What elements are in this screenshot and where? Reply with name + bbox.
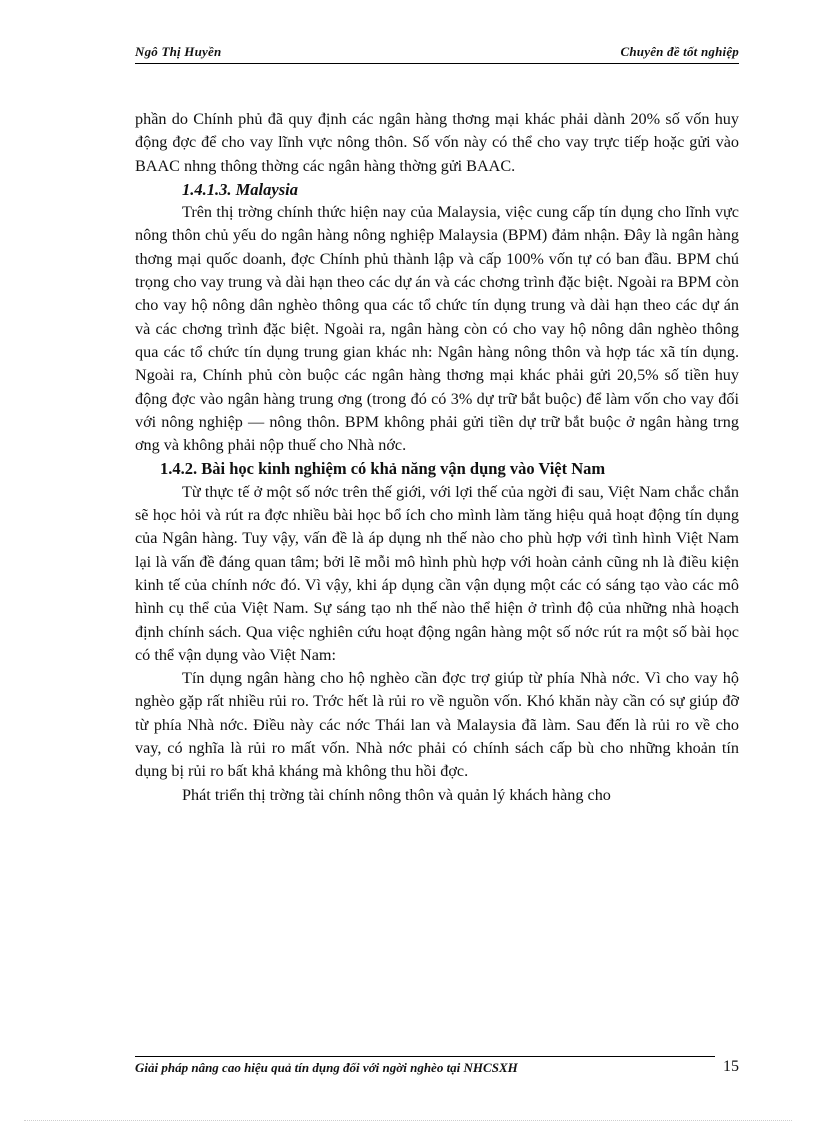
page-header	[135, 44, 739, 66]
header-author: Ngô Thị Huyền	[135, 44, 222, 59]
page-body	[135, 108, 739, 807]
paragraph-lessons-intro: Từ thực tế ở một số nớc trên thế giới, với lợi thế của ngời đi sau, Việt Nam chắc chắn sẽ học hỏi và rút ra đợc nhiều bài học bổ ích cho mình làm tăng hiệu quả hoạt động tín dụng của Ngân hàng. Tuy vậy, vấn đề là áp dụng nh thế nào cho phù hợp với tình hình Việt Nam lại là vấn đề đáng quan tâm; bởi lẽ mỗi mô hình phù hợp với hoàn cảnh cũng nh là điều kiện kinh tế của chính nớc đó. Vì vậy, khi áp dụng cần vận dụng một các có sáng tạo vào các mô hình cụ thể của Việt Nam. Sự sáng tạo nh thế nào thể hiện ở trình độ của những nhà hoạch định chính sách. Qua việc nghiên cứu hoạt động ngân hàng một số nớc rút ra một số bài học có thể vận dụng vào Việt Nam:	[135, 482, 739, 664]
header-title: Chuyên đề tốt nghiệp	[620, 44, 739, 59]
page-number: 15	[723, 1058, 739, 1075]
page-footer	[135, 1056, 739, 1080]
paragraph-state-support: Tín dụng ngân hàng cho hộ nghèo cần đợc trợ giúp từ phía Nhà nớc. Vì cho vay hộ nghèo gặp rất nhiều rủi ro. Trớc hết là rủi ro về nguồn vốn. Khó khăn này cần có sự giúp đỡ từ phía Nhà nớc. Điều này các nớc Thái lan và Malaysia đã làm. Sau đến là rủi ro về cho vay, có nghĩa là rủi ro mất vốn. Nhà nớc phải có chính sách cấp bù cho những khoản tín dụng bị rủi ro bất khả kháng mà không thu hồi đợc.	[135, 669, 739, 781]
section-heading-lessons: 1.4.2. Bài học kinh nghiệm có khả năng vận dụng vào Việt Nam	[160, 459, 606, 479]
paragraph-malaysia: Trên thị trờng chính thức hiện nay của Malaysia, việc cung cấp tín dụng cho lĩnh vực nông thôn chủ yếu do ngân hàng nông nghiệp Malaysia (BPM) đảm nhận. Đây là ngân hàng thơng mại quốc doanh, đợc Chính phủ thành lập và cấp 100% vốn tự có ban đầu. BPM chú trọng cho vay trung và dài hạn theo các dự án và các chơng trình đặc biệt. Ngoài ra BPM còn cho vay hộ nông dân nghèo thông qua các tổ chức tín dụng trung và dài hạn theo các dự án và các chơng trình đặc biệt. Ngoài ra, ngân hàng còn có cho vay hộ nông dân nghèo thông qua các tổ chức tín dụng trung gian khác nh: Ngân hàng nông thôn và hợp tác xã tín dụng. Ngoài ra, Chính phủ còn buộc các ngân hàng thơng mại khác phải gửi 20,5% số tiền huy động đợc vào ngân hàng trung ơng (trong đó có 3% dự trữ bắt buộc) để làm vốn cho vay đối với nông nghiệp — nông thôn. BPM không phải gửi tiền dự trữ bắt buộc ở ngân hàng trng ơng và không phải nộp thuế cho Nhà nớc.	[135, 203, 739, 455]
paragraph-continuation: phần do Chính phủ đã quy định các ngân hàng thơng mại khác phải dành 20% số vốn huy động đợc để cho vay lĩnh vực nông thôn. Số vốn này có thể cho vay trực tiếp hoặc gửi vào BAAC nhng thông thờng các ngân hàng thờng gửi BAAC.	[135, 110, 739, 175]
header-rule	[135, 63, 739, 64]
footer-rule	[135, 1056, 715, 1057]
footer-title: Giải pháp nâng cao hiệu quả tín dụng đối với ngời nghèo tại NHCSXH	[135, 1060, 518, 1075]
paragraph-rural-market: Phát triển thị trờng tài chính nông thôn và quản lý khách hàng cho	[182, 785, 611, 804]
page-edge-divider	[24, 1120, 792, 1121]
section-heading-malaysia: 1.4.1.3. Malaysia	[182, 179, 298, 199]
